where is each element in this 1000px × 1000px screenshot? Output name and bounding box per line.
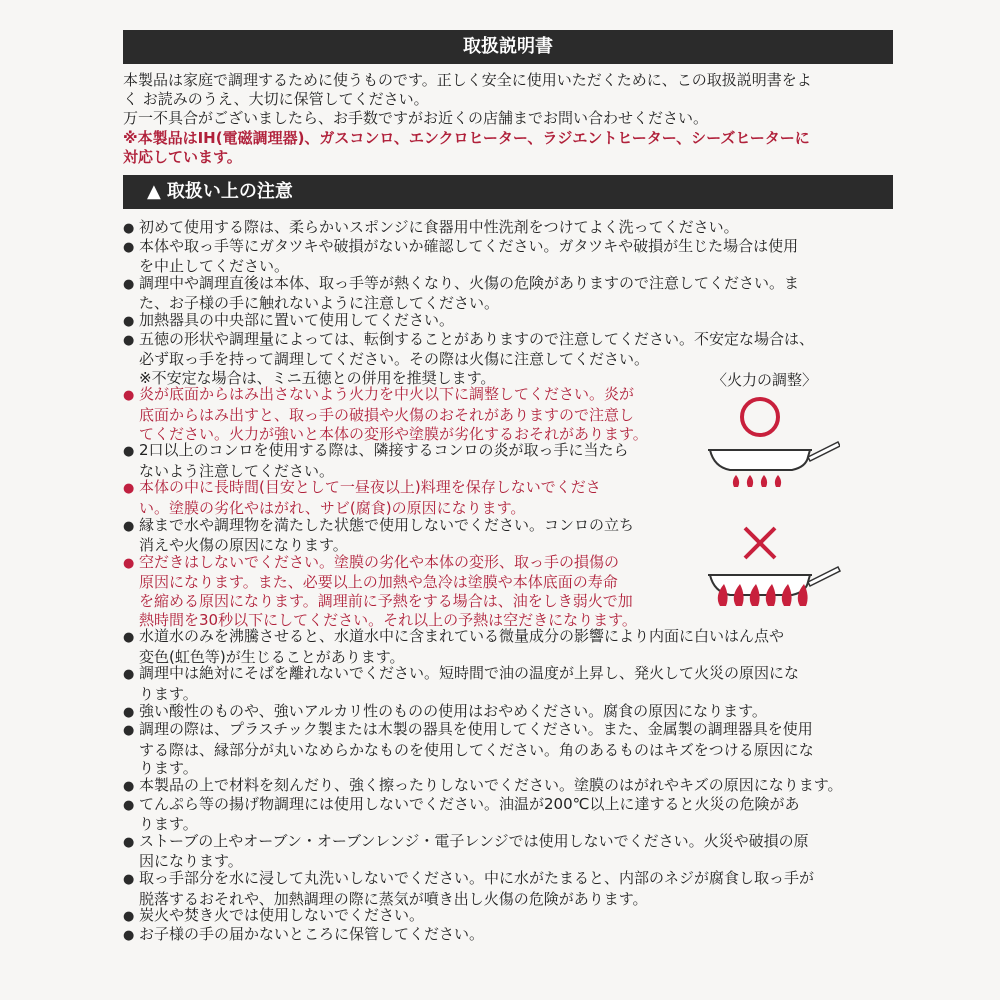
caution-item bbox=[123, 385, 648, 443]
bullet-icon: ● bbox=[123, 314, 135, 329]
caution-item bbox=[123, 478, 601, 517]
caution-item-line bbox=[123, 385, 648, 406]
caution-text: 脱落するおそれや、加熱調理の際に蒸気が噴き出し火傷の危険があります。 bbox=[139, 889, 648, 908]
bullet-icon: ● bbox=[123, 276, 135, 292]
fire-adjust-label: 〈火力の調整〉 bbox=[712, 371, 818, 389]
bullet-icon: ● bbox=[123, 704, 135, 720]
caution-item bbox=[123, 664, 799, 703]
caution-item-line bbox=[123, 573, 637, 592]
intro-line-1: 本製品は家庭で調理するために使うものです。正しく安全に使用いただくために、この取扱説明書をよ bbox=[123, 71, 812, 89]
caution-item-line bbox=[123, 702, 767, 723]
caution-text: 調理中や調理直後は本体、取っ手等が熱くなり、火傷の危険がありますので注意してください。ま bbox=[139, 273, 800, 292]
caution-item bbox=[123, 218, 739, 239]
bullet-icon: ● bbox=[123, 444, 135, 460]
caution-text: を中止してください。 bbox=[139, 257, 290, 276]
caution-item bbox=[123, 627, 784, 666]
bullet-icon: ● bbox=[123, 630, 135, 646]
bullet-icon: ● bbox=[123, 779, 135, 794]
caution-text: ります。 bbox=[139, 815, 198, 834]
caution-item-line bbox=[123, 218, 739, 239]
manual-title: 取扱説明書 bbox=[463, 36, 553, 57]
caution-item bbox=[123, 311, 454, 332]
caution-text: 初めて使用する際は、柔らかいスポンジに食器用中性洗剤をつけてよく洗ってください。 bbox=[139, 218, 739, 236]
caution-text: 水道水のみを沸騰させると、水道水中に含まれている微量成分の影響により内面に白いはん点や bbox=[139, 627, 785, 646]
caution-item-line bbox=[123, 627, 784, 648]
caution-text: い。塗膜の劣化やはがれ、サビ(腐食)の原因になります。 bbox=[139, 498, 526, 517]
caution-item bbox=[123, 274, 799, 313]
caution-text: ないよう注意してください。 bbox=[139, 461, 335, 480]
caution-header-bar bbox=[123, 175, 893, 209]
manual-title-bar bbox=[123, 30, 893, 64]
caution-item bbox=[123, 237, 798, 276]
caution-item bbox=[123, 516, 634, 555]
caution-text: 原因になります。また、必要以上の加熱や急冷は塗膜や本体底面の寿命 bbox=[139, 573, 618, 592]
circle-ok-icon bbox=[742, 399, 778, 435]
caution-item-line bbox=[123, 720, 814, 741]
caution-text: 空だきはしないでください。塗膜の劣化や本体の変形、取っ手の損傷の bbox=[139, 552, 620, 571]
caution-item-line bbox=[123, 237, 798, 258]
caution-item-line bbox=[123, 350, 814, 369]
bullet-icon: ● bbox=[123, 872, 135, 887]
warning-triangle-icon: ▲ bbox=[147, 181, 161, 202]
caution-text: てんぷら等の揚げ物調理には使用しないでください。油温が200℃以上に達すると火災の危険があ bbox=[139, 794, 800, 813]
caution-item-line bbox=[123, 592, 637, 611]
caution-item-line bbox=[123, 516, 634, 537]
bullet-icon: ● bbox=[123, 927, 135, 943]
caution-item-line bbox=[123, 741, 814, 760]
caution-text: 調理の際は、プラスチック製または木製の器具を使用してください。また、金属製の調理器具を使用 bbox=[139, 720, 813, 739]
bullet-icon: ● bbox=[123, 481, 135, 497]
incorrect-flame-figure bbox=[700, 520, 850, 620]
caution-text: 熱時間を30秒以下にしてください。それ以上の予熱は空だきになります。 bbox=[139, 610, 637, 629]
caution-text: ります。 bbox=[139, 684, 198, 703]
caution-item-line bbox=[123, 832, 809, 853]
caution-text: を縮める原因になります。調理前に予熱をする場合は、油をしき弱火で加 bbox=[139, 591, 633, 610]
caution-item-line bbox=[123, 406, 648, 425]
caution-item bbox=[123, 795, 799, 834]
correct-flame-figure bbox=[700, 395, 840, 495]
caution-item-line bbox=[123, 925, 484, 946]
compat-notice-2: 対応しています。 bbox=[123, 148, 242, 166]
caution-text: お子様の手の届かないところに保管してください。 bbox=[139, 924, 485, 943]
compat-notice-1: ※本製品はIH(電磁調理器)、ガスコンロ、エンクロヒーター、ラジエントヒーター、シーズヒーターに bbox=[123, 129, 810, 147]
caution-text: 調理中は絶対にそばを離れないでください。短時間で油の温度が上昇し、発火して火災の原因にな bbox=[139, 664, 800, 683]
caution-item-line bbox=[123, 274, 799, 295]
caution-text: 縁まで水や調理物を満たした状態で使用しないでください。コンロの立ち bbox=[139, 515, 635, 534]
caution-item-line bbox=[123, 906, 424, 927]
caution-text: た、お子様の手に触れないように注意してください。 bbox=[139, 294, 500, 313]
caution-text: 必ず取っ手を持って調理してください。その際は火傷に注意してください。 bbox=[139, 350, 650, 369]
bullet-icon: ● bbox=[123, 667, 135, 683]
intro-line-3: 万一不具合がございましたら、お手数ですがお近くの店舗までお問い合わせください。 bbox=[123, 109, 709, 127]
caution-text: 本製品の上で材料を刻んだり、強く擦ったりしないでください。塗膜のはがれやキズの原因になります。 bbox=[139, 776, 843, 794]
caution-item bbox=[123, 832, 809, 871]
caution-text: てください。火力が強いと本体の変形や塗膜が劣化するおそれがあります。 bbox=[139, 424, 648, 443]
bullet-icon: ● bbox=[123, 834, 135, 850]
caution-text: 加熱器具の中央部に置いて使用してください。 bbox=[139, 311, 455, 329]
caution-item bbox=[123, 906, 424, 927]
caution-item bbox=[123, 869, 814, 908]
caution-text: 取っ手部分を水に浸して丸洗いしないでください。中に水がたまると、内部のネジが腐食し取っ手が bbox=[139, 869, 815, 887]
small-flame-icons bbox=[733, 475, 781, 487]
caution-item bbox=[123, 330, 814, 388]
caution-text: 変色(虹色等)が生じることがあります。 bbox=[139, 647, 405, 666]
caution-text: 因になります。 bbox=[139, 852, 243, 871]
caution-item-line bbox=[123, 869, 814, 890]
bullet-icon: ● bbox=[123, 332, 135, 348]
caution-text: 消えや火傷の原因になります。 bbox=[139, 536, 348, 555]
caution-text: ※不安定な場合は、ミニ五徳との併用を推奨します。 bbox=[139, 368, 496, 387]
bullet-icon: ● bbox=[123, 221, 135, 236]
bullet-icon: ● bbox=[123, 723, 135, 739]
caution-item bbox=[123, 925, 484, 946]
caution-text: 本体の中に長時間(目安として一昼夜以上)料理を保存しないでくださ bbox=[139, 478, 601, 497]
caution-item bbox=[123, 553, 637, 629]
bullet-icon: ● bbox=[123, 239, 135, 255]
caution-item bbox=[123, 702, 767, 723]
caution-item bbox=[123, 720, 814, 778]
bullet-icon: ● bbox=[123, 797, 135, 813]
caution-text: ストーブの上やオーブン・オーブンレンジ・電子レンジでは使用しないでください。火災や破損の原 bbox=[139, 831, 809, 850]
caution-item-line bbox=[123, 441, 629, 462]
cross-ng-icon bbox=[745, 528, 775, 558]
bullet-icon: ● bbox=[123, 555, 135, 571]
caution-item-line bbox=[123, 478, 601, 499]
caution-title: 取扱い上の注意 bbox=[166, 181, 293, 202]
caution-text: ります。 bbox=[139, 759, 198, 778]
caution-item bbox=[123, 776, 843, 797]
caution-text: する際は、縁部分が丸いなめらかなものを使用してください。角のあるものはキズをつける原因にな bbox=[139, 740, 814, 759]
bullet-icon: ● bbox=[123, 518, 135, 534]
intro-line-2: く お読みのうえ、大切に保管してください。 bbox=[123, 90, 429, 108]
caution-text: 炭火や焚き火では使用しないでください。 bbox=[139, 906, 425, 925]
caution-item-line bbox=[123, 330, 814, 351]
caution-text: 本体や取っ手等にガタツキや破損がないか確認してください。ガタツキや破損が生じた場合は使用 bbox=[139, 236, 799, 255]
caution-item-line bbox=[123, 553, 637, 574]
bullet-icon: ● bbox=[123, 909, 135, 925]
caution-text: 2口以上のコンロを使用する際は、隣接するコンロの炎が取っ手に当たら bbox=[139, 441, 629, 460]
caution-text: 五徳の形状や調理量によっては、転倒することがありますので注意してください。不安定な場合は、 bbox=[139, 329, 815, 348]
caution-text: 強い酸性のものや、強いアルカリ性のものの使用はおやめください。腐食の原因になります。 bbox=[139, 701, 767, 720]
bullet-icon: ● bbox=[123, 388, 135, 404]
caution-item-line bbox=[123, 795, 799, 816]
caution-text: 底面からはみ出すと、取っ手の破損や火傷のおそれがありますので注意し bbox=[139, 405, 635, 424]
caution-item-line bbox=[123, 664, 799, 685]
frying-pan-icon bbox=[708, 442, 840, 470]
caution-text: 炎が底面からはみ出さないよう火力を中火以下に調整してください。炎が bbox=[139, 385, 635, 404]
caution-item-line bbox=[123, 311, 454, 332]
caution-item-line bbox=[123, 776, 843, 797]
caution-item bbox=[123, 441, 629, 480]
